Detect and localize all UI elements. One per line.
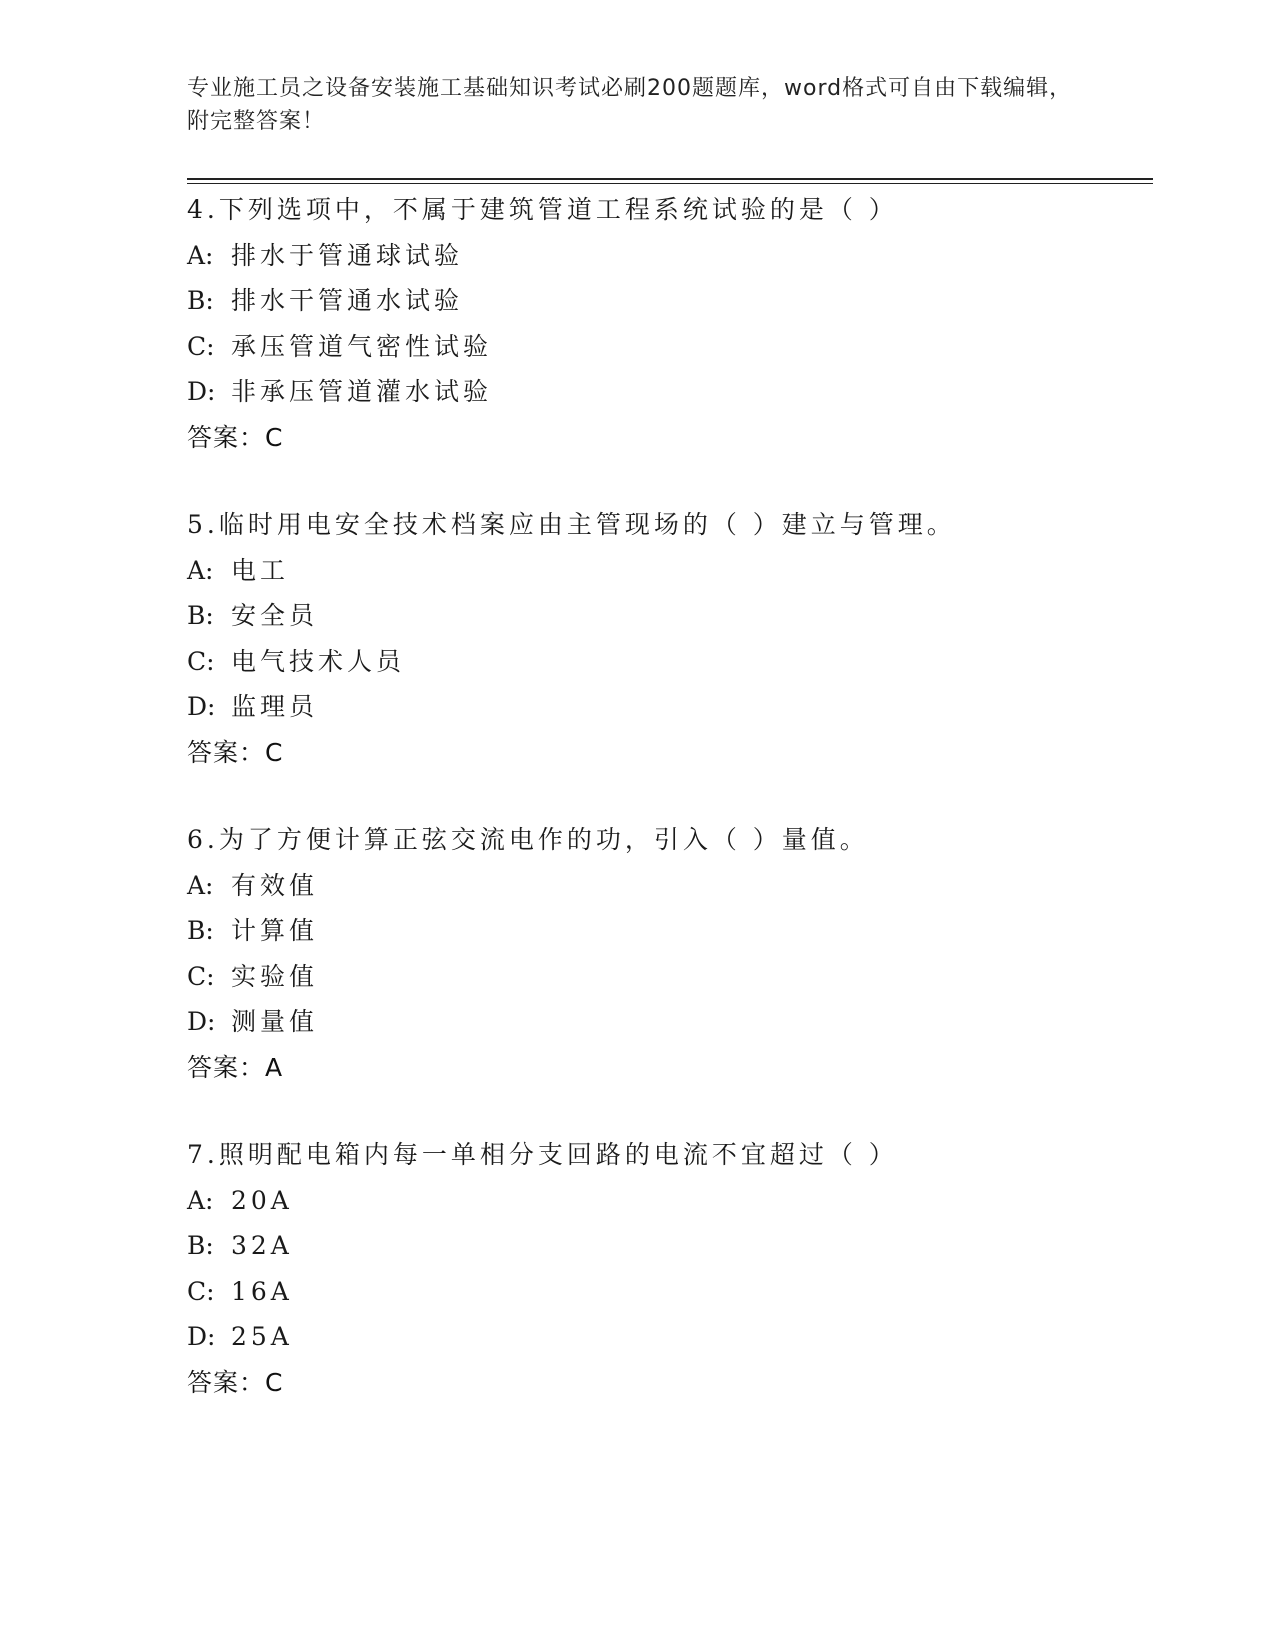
answer-line: 答案：C xyxy=(187,422,284,452)
question-stem: 5.临时用电安全技术档案应由主管现场的（ ）建立与管理。 xyxy=(187,510,956,539)
option-text: 20A xyxy=(231,1185,293,1215)
option-key: D: xyxy=(187,692,216,721)
document-header xyxy=(187,72,1087,138)
answer-line: 答案：A xyxy=(187,1052,284,1082)
option-a xyxy=(187,863,1147,909)
option-a xyxy=(187,548,1147,594)
option-c xyxy=(187,954,1147,1000)
option-text: 32A xyxy=(231,1231,293,1260)
option-c xyxy=(187,639,1147,685)
option-text: 计算值 xyxy=(231,916,319,945)
option-text: 有效值 xyxy=(231,870,319,900)
option-b xyxy=(187,278,1147,324)
option-key: A: xyxy=(187,1185,214,1215)
option-text: 电工 xyxy=(231,555,290,585)
option-text: 25A xyxy=(231,1322,293,1351)
option-key: B: xyxy=(187,286,214,315)
option-text: 非承压管道灌水试验 xyxy=(231,377,493,406)
option-text: 安全员 xyxy=(231,601,319,630)
option-text: 监理员 xyxy=(231,692,319,721)
option-key: B: xyxy=(187,1231,214,1260)
question-stem: 4.下列选项中，不属于建筑管道工程系统试验的是（ ） xyxy=(187,195,898,224)
question-stem: 7.照明配电箱内每一单相分支回路的电流不宜超过（ ） xyxy=(187,1140,898,1169)
header-divider-thick xyxy=(187,178,1153,180)
option-d xyxy=(187,684,1147,730)
question-stem: 6.为了方便计算正弦交流电作的功，引入（ ）量值。 xyxy=(187,825,869,854)
option-key: B: xyxy=(187,601,214,630)
option-b xyxy=(187,1223,1147,1269)
option-c xyxy=(187,324,1147,370)
option-a xyxy=(187,233,1147,279)
option-key: D: xyxy=(187,1322,216,1351)
question-7 xyxy=(187,1132,1147,1405)
option-b xyxy=(187,908,1147,954)
option-d xyxy=(187,369,1147,415)
option-d xyxy=(187,1314,1147,1360)
question-4 xyxy=(187,187,1147,460)
option-key: B: xyxy=(187,916,214,945)
option-key: C: xyxy=(187,961,215,991)
option-b xyxy=(187,593,1147,639)
answer-line: 答案：C xyxy=(187,737,284,767)
answer-line: 答案：C xyxy=(187,1367,284,1397)
option-key: C: xyxy=(187,1276,215,1306)
option-c xyxy=(187,1269,1147,1315)
option-d xyxy=(187,999,1147,1045)
option-key: C: xyxy=(187,331,215,361)
option-key: D: xyxy=(187,377,216,406)
header-divider-thin xyxy=(187,183,1153,184)
option-key: C: xyxy=(187,646,215,676)
option-text: 测量值 xyxy=(231,1007,319,1036)
question-5 xyxy=(187,502,1147,775)
option-key: D: xyxy=(187,1007,216,1036)
option-a xyxy=(187,1178,1147,1224)
option-key: A: xyxy=(187,555,214,585)
option-text: 排水于管通球试验 xyxy=(231,240,464,270)
document-title: 专业施工员之设备安装施工基础知识考试必刷200题题库，word格式可自由下载编辑，附完整答案！ xyxy=(187,76,1073,134)
question-list xyxy=(187,187,1147,1447)
option-text: 承压管道气密性试验 xyxy=(231,331,493,361)
option-key: A: xyxy=(187,240,214,270)
option-text: 16A xyxy=(231,1276,293,1306)
question-6 xyxy=(187,817,1147,1090)
option-text: 排水干管通水试验 xyxy=(231,286,464,315)
option-text: 实验值 xyxy=(231,961,319,991)
option-text: 电气技术人员 xyxy=(231,646,406,676)
option-key: A: xyxy=(187,870,214,900)
